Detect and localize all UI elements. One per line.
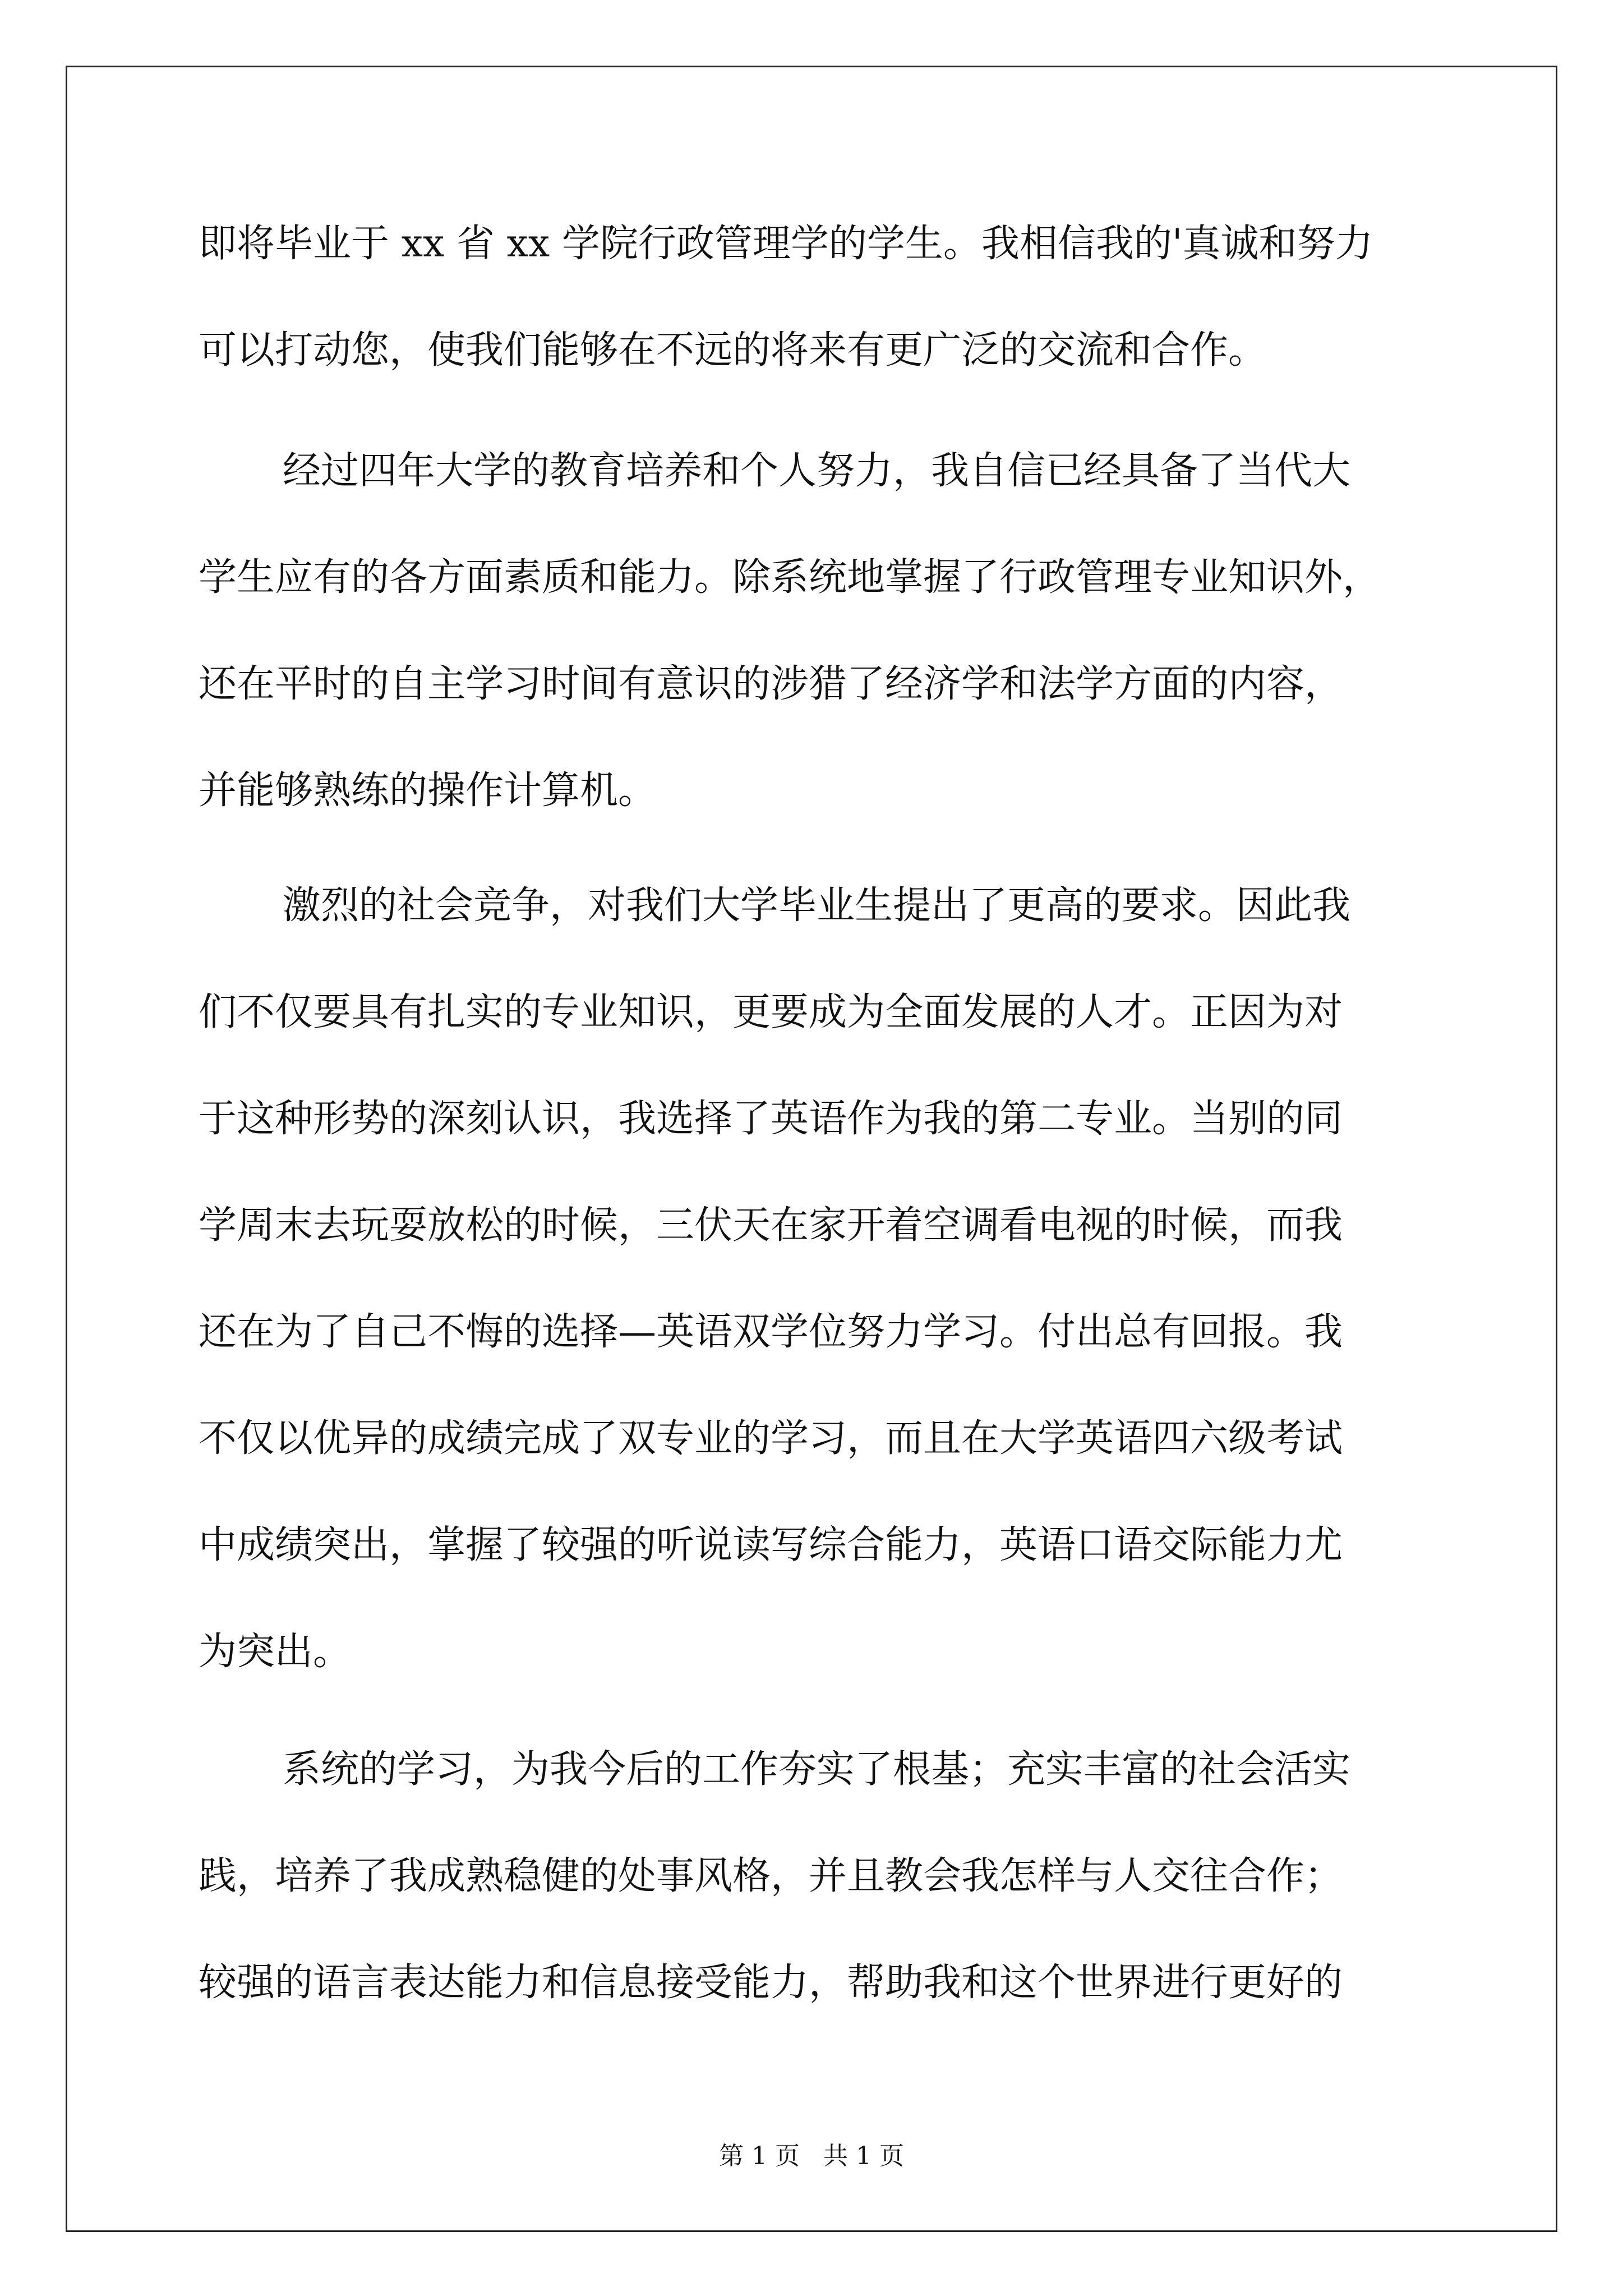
text-line-17: 较强的语言表达能力和信息接受能力，帮助我和这个世界进行更好的: [199, 1961, 1343, 2005]
page-footer: 第 1 页 共 1 页: [719, 2142, 904, 2170]
text-line-9: 于这种形势的深刻认识，我选择了英语作为我的第二专业。当别的同: [199, 1097, 1343, 1141]
text-line-2: 可以打动您，使我们能够在不远的将来有更广泛的交流和合作。: [199, 328, 1267, 372]
text-line-7: 激烈的社会竞争，对我们大学毕业生提出了更高的要求。因此我: [283, 884, 1351, 928]
text-line-1: 即将毕业于 xx 省 xx 学院行政管理学的学生。我相信我的'真诚和努力: [199, 222, 1373, 266]
text-line-14: 为突出。: [199, 1630, 352, 1674]
text-line-12: 不仅以优异的成绩完成了双专业的学习，而且在大学英语四六级考试: [199, 1416, 1343, 1461]
text-line-16: 践，培养了我成熟稳健的处事风格，并且教会我怎样与人交往合作；: [199, 1854, 1343, 1898]
text-line-10: 学周末去玩耍放松的时候，三伏天在家开着空调看电视的时候，而我: [199, 1203, 1343, 1248]
text-line-3: 经过四年大学的教育培养和个人努力，我自信已经具备了当代大: [283, 449, 1351, 493]
text-line-5: 还在平时的自主学习时间有意识的涉猎了经济学和法学方面的内容，: [199, 662, 1343, 706]
text-line-8: 们不仅要具有扎实的专业知识，更要成为全面发展的人才。正因为对: [199, 990, 1343, 1034]
text-line-11: 还在为了自己不悔的选择—英语双学位努力学习。付出总有回报。我: [199, 1310, 1343, 1354]
text-line-6: 并能够熟练的操作计算机。: [199, 769, 657, 813]
page-border: [66, 66, 1557, 2232]
text-line-4: 学生应有的各方面素质和能力。除系统地掌握了行政管理专业知识外，: [199, 555, 1381, 600]
text-line-15: 系统的学习，为我今后的工作夯实了根基；充实丰富的社会活实: [283, 1747, 1351, 1792]
text-line-13: 中成绩突出，掌握了较强的听说读写综合能力，英语口语交际能力尤: [199, 1523, 1343, 1567]
